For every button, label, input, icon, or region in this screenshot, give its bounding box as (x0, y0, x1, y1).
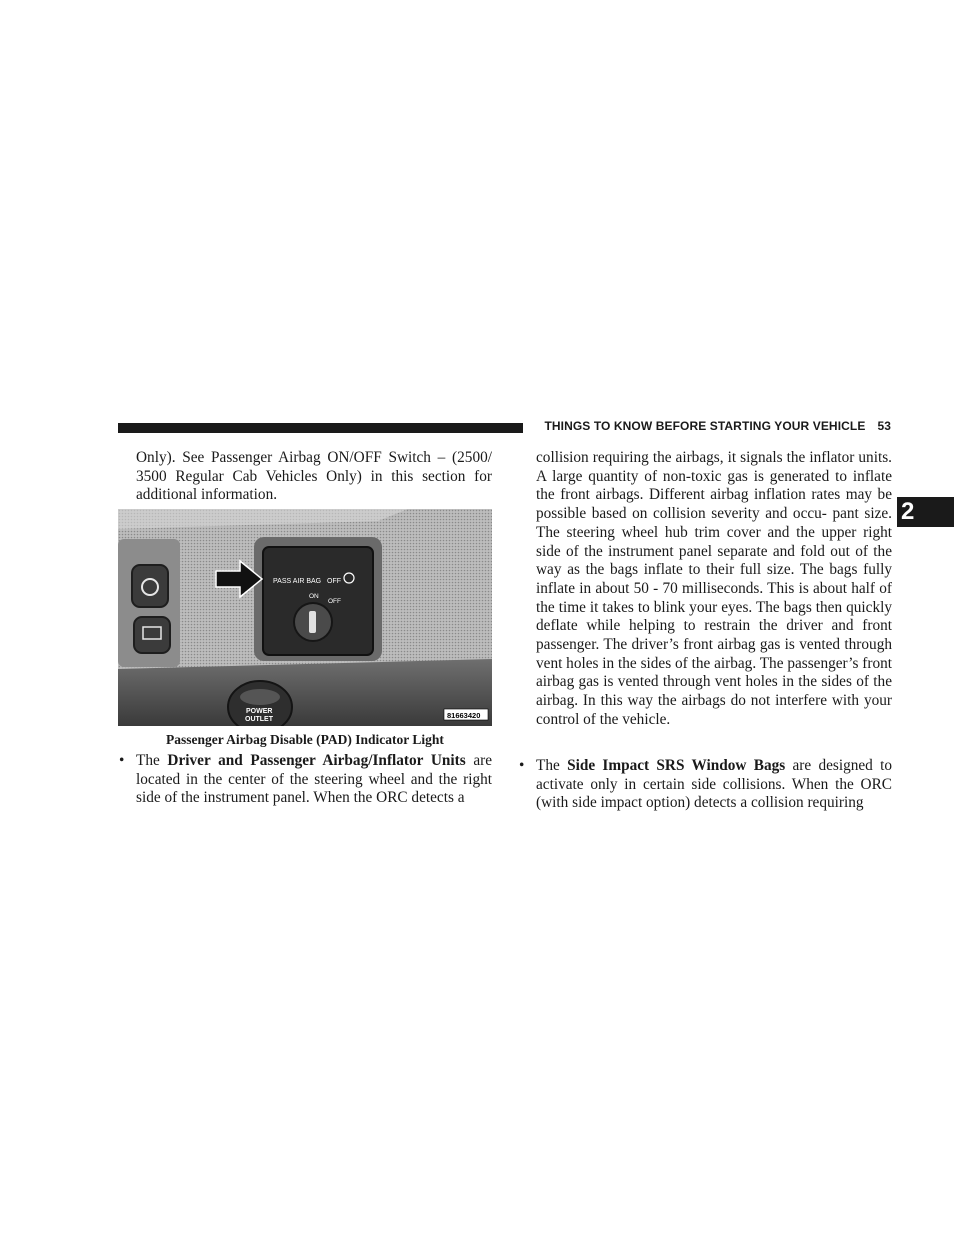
pass-air-bag-label: PASS AIR BAG (273, 578, 322, 585)
header-rule (118, 423, 523, 433)
outlet-label: OUTLET (245, 716, 273, 723)
bullet-airbag-inflator-units: • The Driver and Passenger Airbag/Inflator Units are located in the center of the steering wheel and the right side of the instrument panel. When the ORC detects a (119, 752, 492, 807)
instrument-panel-illustration (118, 509, 492, 726)
term-airbag-inflator-units: Driver and Passenger Airbag/Inflator Units (167, 752, 466, 769)
bullet-side-impact-window-bags: • The Side Impact SRS Window Bags are designed to activate only in certain side collisions. When the ORC (with side impact option) detects a collision requiring (519, 757, 893, 812)
figure-id: 81663420 (447, 711, 481, 720)
on-label: ON (309, 593, 319, 600)
chapter-tab: 2 (897, 497, 954, 527)
bullet-marker: • (119, 752, 125, 769)
inflation-paragraph: collision requiring the airbags, it signals the inflator units. A large quantity of non-toxic gas is generated to inflate the front airbags. Different airbag inflation rates may be possible based on collision severity and occu- pant size. The steering wheel hub trim cover and the upper right side of the instrument panel separate and fold out of the way as the bags inflate to their full size. The bags fully inflate in about 50 - 70 milliseconds. This is about half of the time it takes to blink your eyes. The bags then quickly deflate while helping to restrain the driver and front passenger. The driver’s front airbag gas is vented through vent holes in the sides of the airbag. The passenger’s front airbag gas is vented through vent holes in the sides of the airbag. In this way the airbags do not interfere with your control of the vehicle. (536, 449, 892, 728)
running-header (533, 419, 891, 433)
power-label: POWER (246, 708, 273, 715)
intro-paragraph: Only). See Passenger Airbag ON/OFF Switch – (2500/ 3500 Regular Cab Vehicles Only) in this section for additional information. (136, 449, 492, 504)
term-side-impact-window-bags: Side Impact SRS Window Bags (567, 757, 786, 774)
figure-pad-indicator (118, 509, 492, 726)
section-title: THINGS TO KNOW BEFORE STARTING YOUR VEHICLE (544, 419, 866, 433)
off-label: OFF (328, 598, 341, 605)
left-column (136, 449, 492, 505)
figure-caption: Passenger Airbag Disable (PAD) Indicator Light (166, 732, 444, 747)
off-indicator-label: OFF (327, 578, 341, 585)
right-column (536, 449, 892, 730)
bullet-marker: • (519, 757, 525, 774)
page-number: 53 (877, 419, 891, 433)
